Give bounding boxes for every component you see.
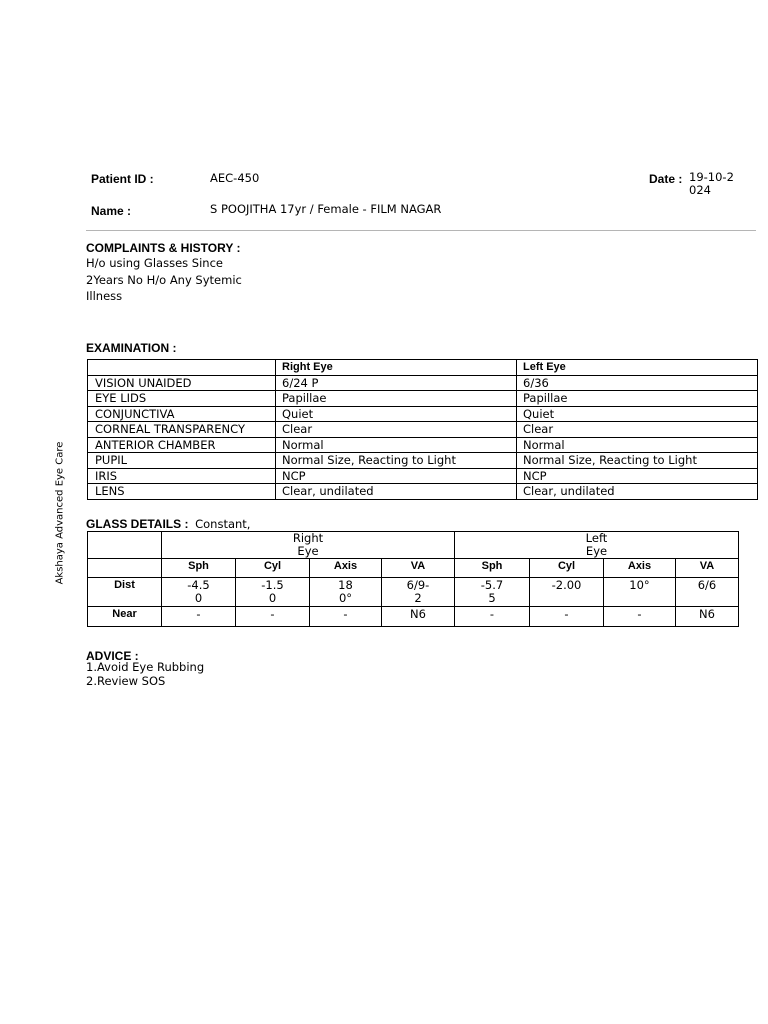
exam-left-value: Normal xyxy=(517,437,758,453)
table-row xyxy=(88,391,758,407)
glass-cell-value: - xyxy=(530,607,604,627)
glass-cell-value: - xyxy=(162,607,236,627)
exam-right-value: Normal xyxy=(276,437,517,453)
exam-row-label: CONJUNCTIVA xyxy=(88,406,276,422)
glass-column-blank xyxy=(88,559,162,578)
exam-left-value: Normal Size, Reacting to Light xyxy=(517,453,758,469)
glass-col-right-axis: Axis xyxy=(310,559,382,578)
glass-row-label: Dist xyxy=(88,578,162,607)
glass-details-note: Constant, xyxy=(195,517,251,531)
advice-number: 1. xyxy=(86,660,97,674)
exam-row-label: IRIS xyxy=(88,468,276,484)
glass-col-left-cyl: Cyl xyxy=(530,559,604,578)
glass-cell-value: 10° xyxy=(629,578,650,592)
exam-row-label: PUPIL xyxy=(88,453,276,469)
examination-title: EXAMINATION : xyxy=(86,341,177,355)
clinic-name-vertical: Akshaya Advanced Eye Care xyxy=(54,441,66,585)
glass-cell-value: N6 xyxy=(382,607,455,627)
glass-cell-value: - xyxy=(236,607,310,627)
glass-col-left-axis: Axis xyxy=(604,559,676,578)
list-item xyxy=(86,675,204,689)
glass-cell-value: -4.50 xyxy=(187,578,210,605)
examination-header-right: Right Eye xyxy=(276,360,517,376)
glass-column-header-row xyxy=(88,559,739,578)
exam-left-value: 6/36 xyxy=(517,375,758,391)
table-row xyxy=(88,406,758,422)
glass-cell-value: N6 xyxy=(676,607,739,627)
table-row xyxy=(88,607,739,627)
examination-header-left: Left Eye xyxy=(517,360,758,376)
exam-right-value: 6/24 P xyxy=(276,375,517,391)
glass-col-right-sph: Sph xyxy=(162,559,236,578)
glass-details-title: GLASS DETAILS : xyxy=(86,517,189,531)
advice-text: Review SOS xyxy=(96,673,166,688)
exam-left-value: Papillae xyxy=(517,391,758,407)
glass-col-left-va: VA xyxy=(676,559,739,578)
glass-cell-value: -1.50 xyxy=(261,578,284,605)
advice-title: ADVICE : xyxy=(86,649,139,663)
exam-right-value: Clear xyxy=(276,422,517,438)
glass-right-eye-label: Right Eye xyxy=(292,531,324,558)
exam-left-value: Quiet xyxy=(517,406,758,422)
glass-cell xyxy=(530,578,604,607)
patient-name-label: Name : xyxy=(91,204,132,218)
exam-right-value: Quiet xyxy=(276,406,517,422)
exam-left-value: Clear xyxy=(517,422,758,438)
exam-right-value: Clear, undilated xyxy=(276,484,517,500)
examination-header-blank xyxy=(88,360,276,376)
glass-cell xyxy=(236,578,310,607)
glass-cell-value: 6/9-2 xyxy=(406,578,430,605)
complaints-text: H/o using Glasses Since 2Years No H/o Any Sytemic Illness xyxy=(86,256,242,304)
list-item xyxy=(86,661,204,675)
exam-right-value: Papillae xyxy=(276,391,517,407)
header-divider xyxy=(86,230,756,231)
exam-left-value: Clear, undilated xyxy=(517,484,758,500)
glass-cell-value: 6/6 xyxy=(697,578,717,592)
glass-left-eye-header xyxy=(455,532,739,559)
glass-cell xyxy=(382,578,455,607)
date-label: Date : xyxy=(649,172,683,186)
exam-right-value: Normal Size, Reacting to Light xyxy=(276,453,517,469)
patient-name-value: S POOJITHA 17yr / Female - FILM NAGAR xyxy=(210,202,442,216)
glass-cell xyxy=(162,578,236,607)
glass-row-label: Near xyxy=(88,607,162,627)
date-value: 19-10-2024 xyxy=(689,170,734,197)
glass-cell-value: 180° xyxy=(338,578,353,605)
exam-row-label: CORNEAL TRANSPARENCY xyxy=(88,422,276,438)
table-row xyxy=(88,453,758,469)
glass-corner-cell xyxy=(88,532,162,559)
table-row xyxy=(88,375,758,391)
exam-right-value: NCP xyxy=(276,468,517,484)
glass-col-right-cyl: Cyl xyxy=(236,559,310,578)
glass-cell-value: -2.00 xyxy=(551,578,582,592)
table-row xyxy=(88,437,758,453)
glass-col-left-sph: Sph xyxy=(455,559,530,578)
glass-col-right-va: VA xyxy=(382,559,455,578)
patient-id-value: AEC-450 xyxy=(210,171,260,185)
table-row xyxy=(88,484,758,500)
glass-cell xyxy=(455,578,530,607)
exam-row-label: LENS xyxy=(88,484,276,500)
glass-right-eye-header xyxy=(162,532,455,559)
glass-cell xyxy=(604,578,676,607)
glass-cell xyxy=(310,578,382,607)
advice-text: Avoid Eye Rubbing xyxy=(96,660,205,674)
glass-eye-header-row xyxy=(88,532,739,559)
glass-cell-value: - xyxy=(455,607,530,627)
table-row xyxy=(88,468,758,484)
glass-cell-value: -5.75 xyxy=(480,578,504,605)
exam-row-label: ANTERIOR CHAMBER xyxy=(88,437,276,453)
patient-id-label: Patient ID : xyxy=(91,172,154,186)
complaints-title: COMPLAINTS & HISTORY : xyxy=(86,241,241,255)
table-row xyxy=(88,422,758,438)
glass-cell-value: - xyxy=(310,607,382,627)
examination-table xyxy=(87,359,758,500)
examination-header-row xyxy=(88,360,758,376)
advice-number: 2. xyxy=(86,673,97,688)
glass-details-heading xyxy=(86,517,250,531)
glass-left-eye-label: Left Eye xyxy=(585,531,608,558)
exam-row-label: EYE LIDS xyxy=(88,391,276,407)
glass-details-table xyxy=(87,531,739,627)
exam-row-label: VISION UNAIDED xyxy=(88,375,276,391)
advice-list xyxy=(86,661,204,688)
glass-cell-value: - xyxy=(604,607,676,627)
table-row xyxy=(88,578,739,607)
exam-left-value: NCP xyxy=(517,468,758,484)
glass-cell xyxy=(676,578,739,607)
